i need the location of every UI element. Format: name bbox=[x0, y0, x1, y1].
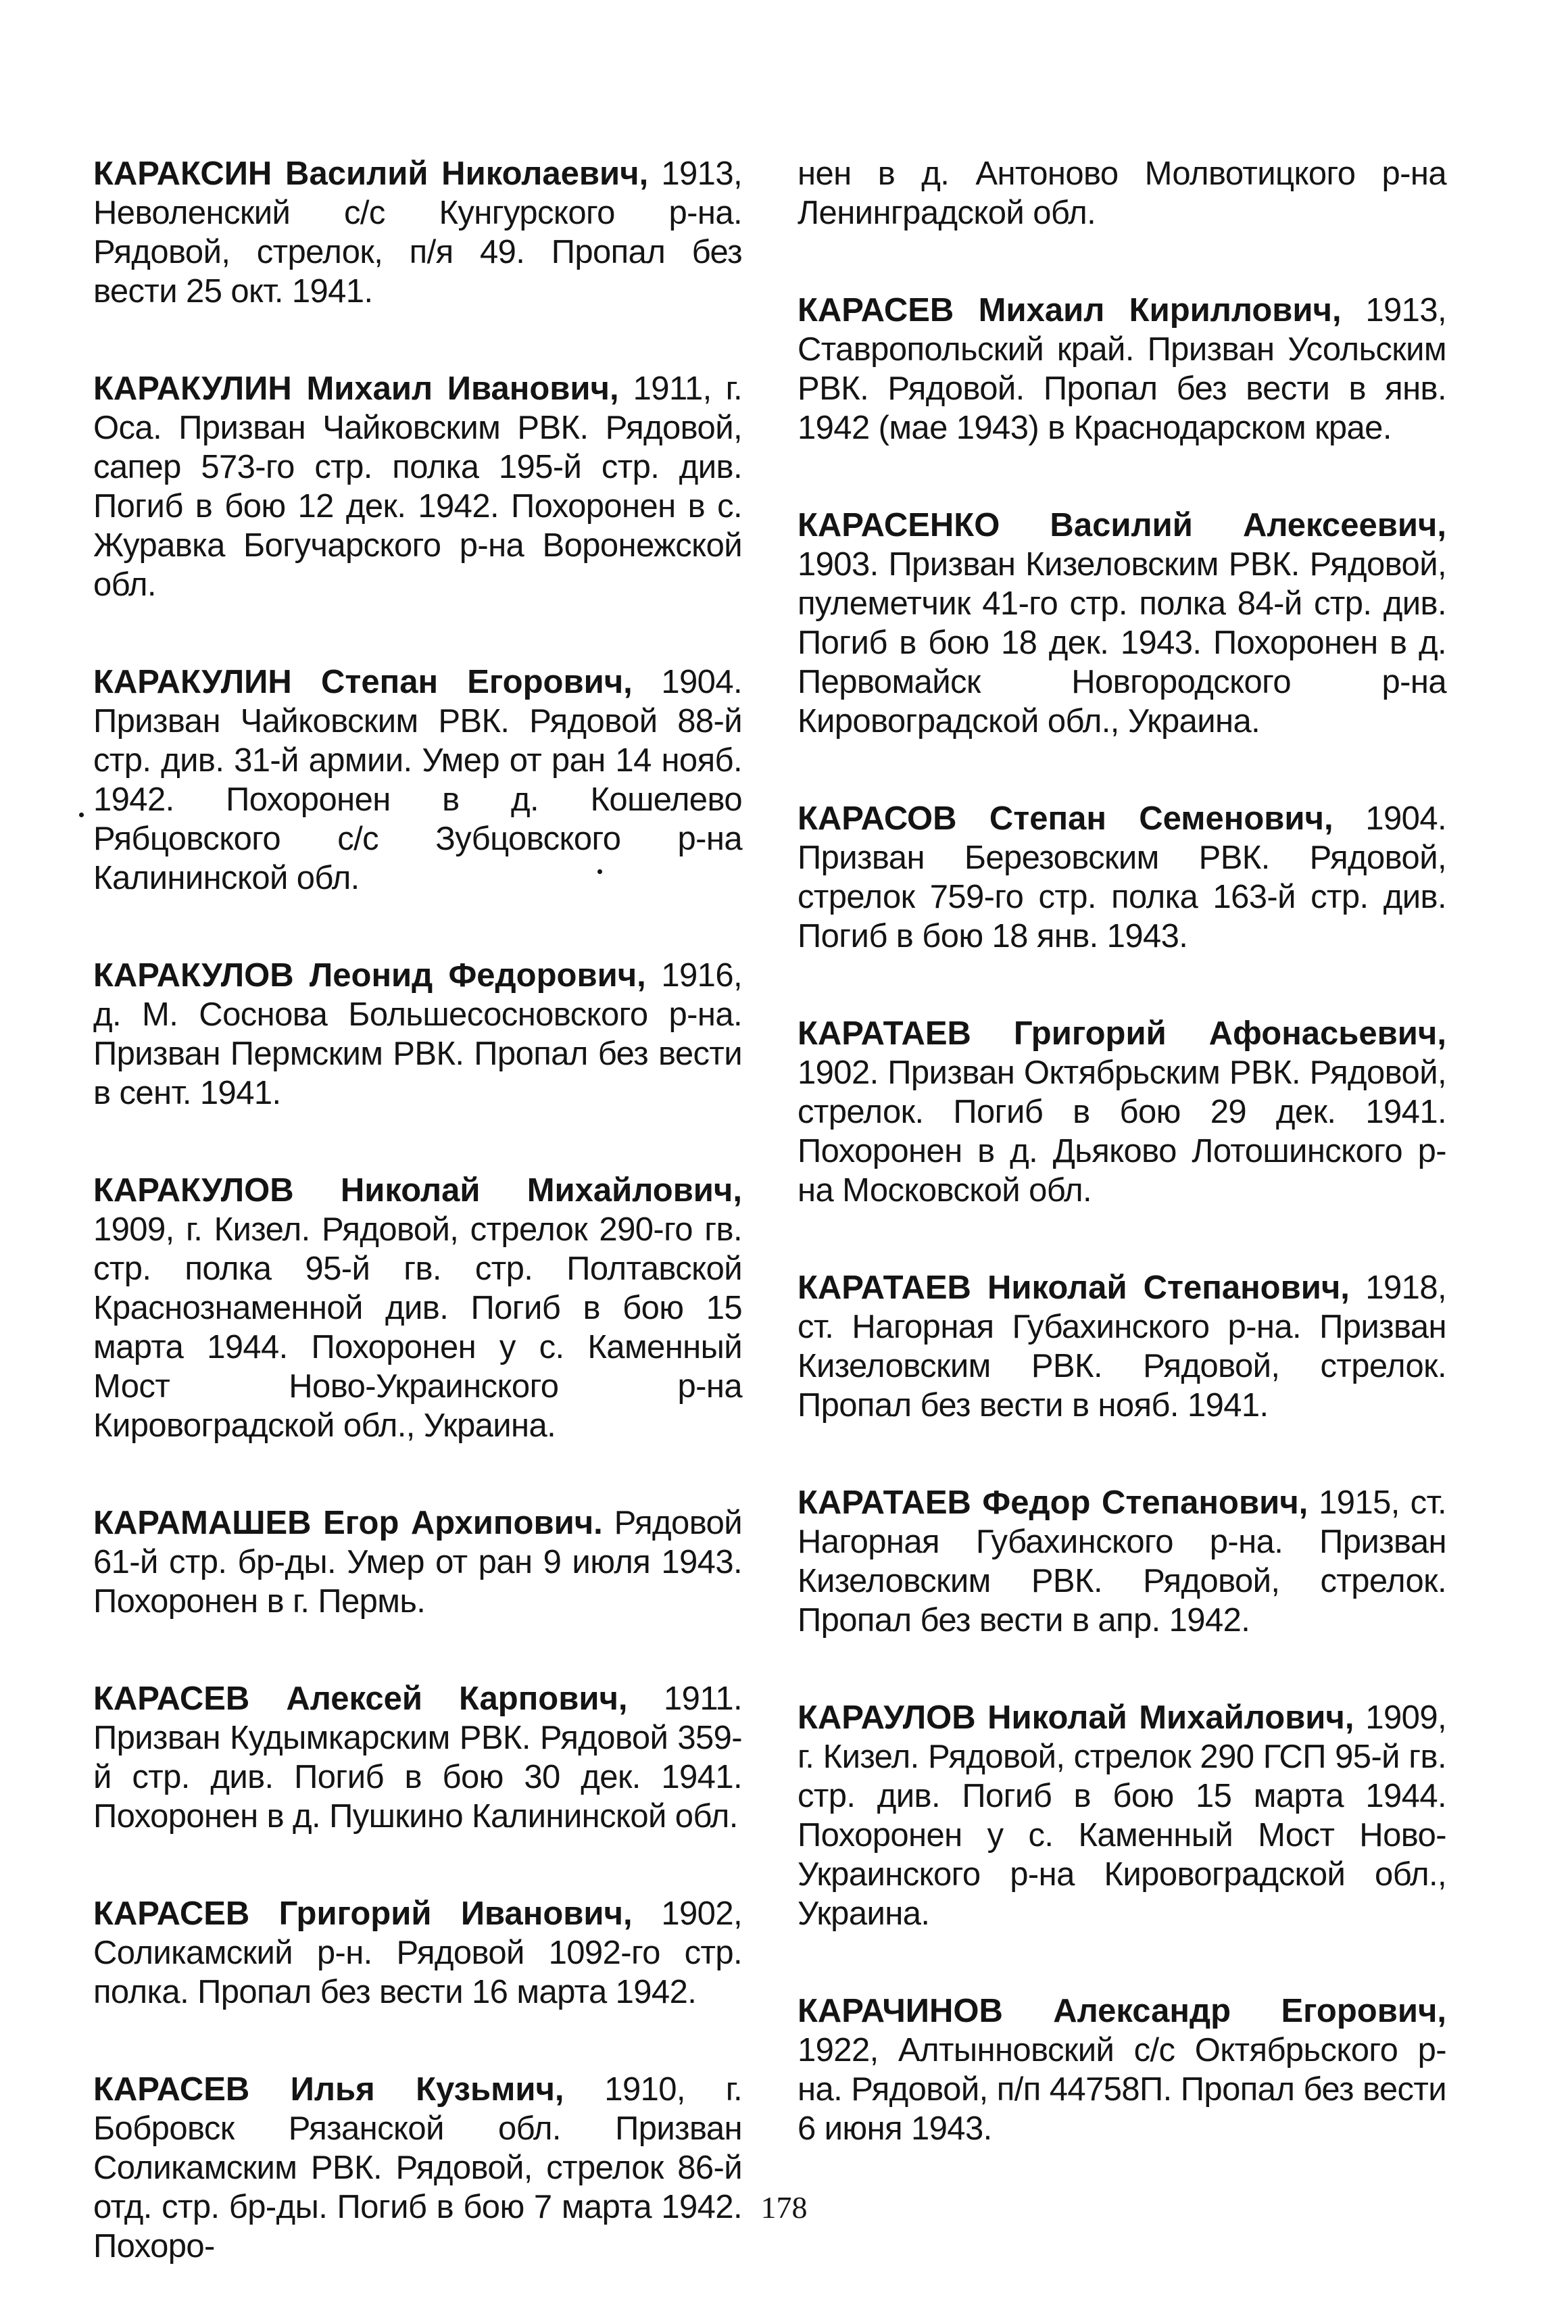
entry-name: КАРАУЛОВ Николай Михайлович, bbox=[798, 1699, 1354, 1736]
entry-text: 1902. Призван Октябрьским РВК. Рядовой, стрелок. Погиб в бою 29 дек. 1941. Похоронен в д. Дьяково Лотошинского р-на Московской обл. bbox=[798, 1055, 1446, 1209]
entry-karakulov-leonid bbox=[93, 956, 742, 1113]
entry-karakulov-nikolay bbox=[93, 1171, 742, 1445]
entry-name: КАРАСЕВ Михаил Кириллович, bbox=[798, 292, 1342, 329]
entry-karachinov-aleksandr bbox=[798, 1991, 1446, 2148]
entry-text: 1904. Призван Березовским РВК. Рядовой, стрелок 759-го стр. полка 163-й стр. див. Погиб в бою 18 янв. 1943. bbox=[798, 800, 1446, 954]
entry-karasev-aleksey bbox=[93, 1679, 742, 1836]
entry-karasev-ilya bbox=[93, 2070, 742, 2266]
entry-karakulin-stepan bbox=[93, 662, 742, 898]
entry-text: 1909, г. Кизел. Рядовой, стрелок 290 ГСП 95-й гв. стр. див. Погиб в бою 15 марта 1944. Похоронен у с. Каменный Мост Ново-Украинского р-на Кировоградской обл., Украина. bbox=[798, 1699, 1446, 1932]
entry-text: 1915, ст. Нагорная Губахинского р-на. Призван Кизеловским РВК. Рядовой, стрелок. Пропал без вести в апр. 1942. bbox=[798, 1484, 1446, 1639]
entry-karasov-stepan bbox=[798, 799, 1446, 956]
entry-karasev-mikhail bbox=[798, 291, 1446, 447]
entry-karaulov-nikolay bbox=[798, 1698, 1446, 1933]
entry-text: 1911. Призван Кудымкарским РВК. Рядовой 359-й стр. див. Погиб в бою 30 дек. 1941. Похоронен в д. Пушкино Калининской обл. bbox=[93, 1680, 743, 1835]
entry-name: КАРАТАЕВ Григорий Афонасьевич, bbox=[798, 1015, 1446, 1052]
entry-text: 1909, г. Кизел. Рядовой, стрелок 290-го гв. стр. полка 95-й гв. стр. Полтавской Краснознаменной див. Погиб в бою 15 марта 1944. Похоронен у с. Каменный Мост Ново-Украинского р-на Кировоградской обл., Украина. bbox=[93, 1211, 742, 1444]
entry-text: Рядовой 61-й стр. бр-ды. Умер от ран 9 июля 1943. Похоронен в г. Пермь. bbox=[93, 1505, 743, 1620]
entry-name: КАРАКУЛИН Михаил Иванович, bbox=[93, 370, 619, 407]
entry-text: 1903. Призван Кизеловским РВК. Рядовой, пулеметчик 41-го стр. полка 84-й стр. див. Погиб в бою 18 дек. 1943. Похоронен в д. Первомайск Новгородского р-на Кировоградской обл., Украина. bbox=[798, 546, 1446, 740]
entry-continuation bbox=[798, 154, 1446, 233]
entry-name: КАРАКУЛОВ Николай Михайлович, bbox=[93, 1172, 742, 1209]
entry-karakulin-mikhail bbox=[93, 369, 742, 604]
entry-karaksin-vasiliy bbox=[93, 154, 742, 311]
entry-name: КАРАКУЛОВ Леонид Федорович, bbox=[93, 957, 646, 994]
entry-name: КАРАСЕВ Григорий Иванович, bbox=[93, 1895, 633, 1932]
entry-name: КАРАЧИНОВ Александр Егорович, bbox=[798, 1993, 1446, 2029]
entry-karasev-grigoriy bbox=[93, 1894, 742, 2012]
entry-text: 1913, Ставропольский край. Призван Усольским РВК. Рядовой. Пропал без вести в янв. 1942 (мае 1943) в Краснодарском крае. bbox=[798, 292, 1446, 446]
entry-text: 1902, Соликамский р-н. Рядовой 1092-го стр. полка. Пропал без вести 16 марта 1942. bbox=[93, 1895, 742, 2010]
entry-karamashev-egor bbox=[93, 1503, 742, 1621]
right-column bbox=[798, 154, 1446, 2206]
entry-name: КАРАСЕВ Илья Кузьмич, bbox=[93, 2071, 564, 2108]
entry-text: 1913, Неволенский с/с Кунгурского р-на. Рядовой, стрелок, п/я 49. Пропал без вести 25 окт. 1941. bbox=[93, 155, 742, 310]
entry-text: 1922, Алтынновский с/с Октябрьского р-на. Рядовой, п/п 44758П. Пропал без вести 6 июня 1943. bbox=[798, 2032, 1446, 2147]
entry-name: КАРАМАШЕВ Егор Архипович. bbox=[93, 1505, 603, 1541]
entry-name: КАРАСЕНКО Василий Алексеевич, bbox=[798, 507, 1446, 543]
entry-name: КАРАКУЛИН Степан Егорович, bbox=[93, 664, 633, 700]
entry-text: нен в д. Антоново Молвотицкого р-на Ленинградской обл. bbox=[798, 155, 1446, 231]
entry-name: КАРАСОВ Степан Семенович, bbox=[798, 800, 1333, 837]
entry-karataev-grigoriy bbox=[798, 1014, 1446, 1210]
entry-name: КАРАТАЕВ Николай Степанович, bbox=[798, 1269, 1350, 1306]
entry-text: 1911, г. Оса. Призван Чайковским РВК. Рядовой, сапер 573-го стр. полка 195-й стр. див. Погиб в бою 12 дек. 1942. Похоронен в с. Журавка Богучарского р-на Воронежской обл. bbox=[93, 370, 742, 603]
entry-name: КАРАТАЕВ Федор Степанович, bbox=[798, 1484, 1308, 1521]
entry-karataev-nikolay bbox=[798, 1268, 1446, 1425]
entry-name: КАРАСЕВ Алексей Карпович, bbox=[93, 1680, 628, 1717]
entry-karasenko-vasiliy bbox=[798, 506, 1446, 741]
scan-speck bbox=[79, 813, 84, 817]
scan-speck bbox=[597, 869, 602, 874]
page-number: 178 bbox=[760, 2190, 808, 2225]
entry-karataev-fedor bbox=[798, 1483, 1446, 1640]
entry-text: 1910, г. Бобровск Рязанской обл. Призван Соликамским РВК. Рядовой, стрелок 86-й отд. стр. бр-ды. Погиб в бою 7 марта 1942. Похоро- bbox=[93, 2071, 742, 2265]
left-column bbox=[93, 154, 742, 2324]
entry-text: 1918, ст. Нагорная Губахинского р-на. Призван Кизеловским РВК. Рядовой, стрелок. Пропал без вести в нояб. 1941. bbox=[798, 1269, 1447, 1424]
entry-name: КАРАКСИН Василий Николаевич, bbox=[93, 155, 649, 192]
entry-text: 1904. Призван Чайковским РВК. Рядовой 88-й стр. див. 31-й армии. Умер от ран 14 нояб. 1942. Похоронен в д. Кошелево Рябцовского с/с Зубцовского р-на Калининской обл. bbox=[93, 664, 743, 896]
entry-text: 1916, д. М. Соснова Большесосновского р-на. Призван Пермским РВК. Пропал без вести в сент. 1941. bbox=[93, 957, 742, 1111]
